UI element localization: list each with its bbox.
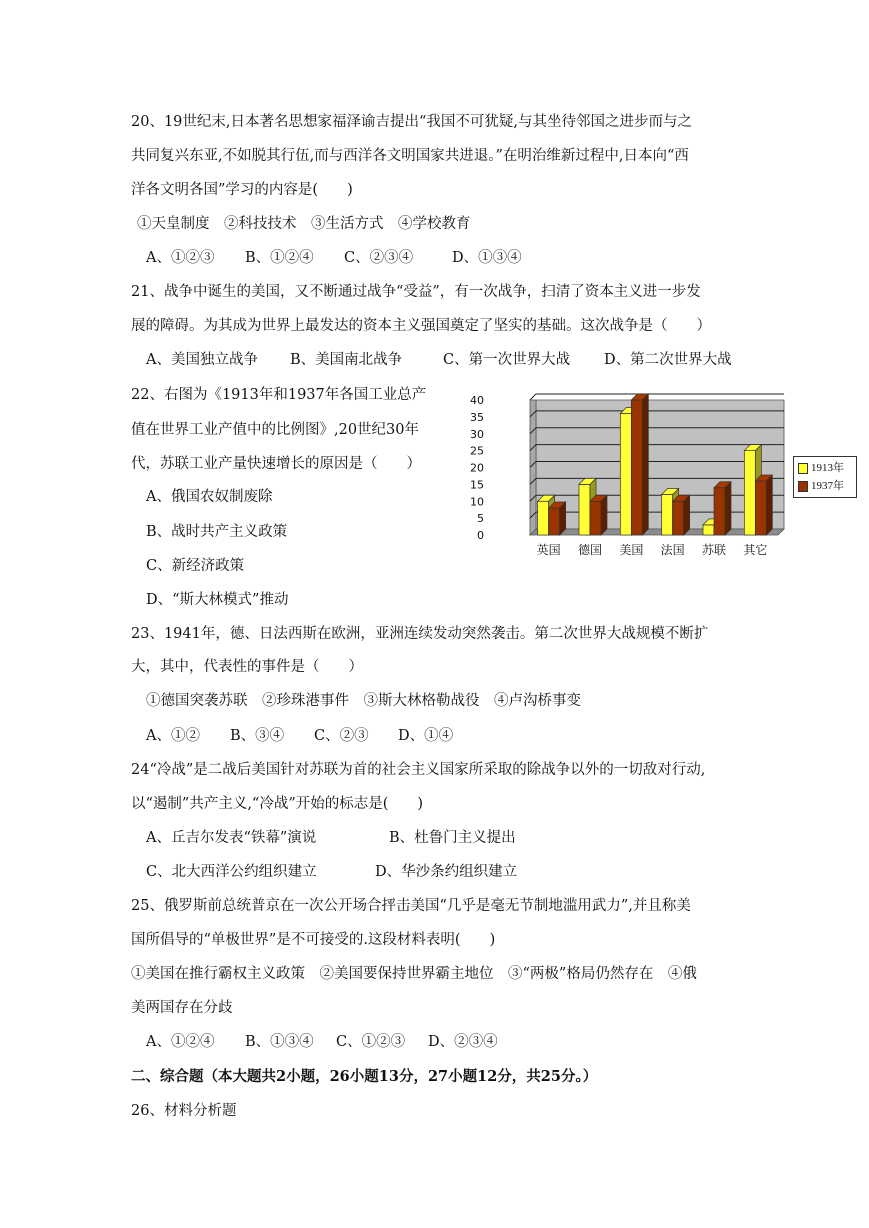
bar-side	[725, 482, 731, 535]
bar	[579, 484, 590, 535]
q22-option-b: B、战时共产主义政策	[146, 524, 288, 540]
y-tick-label: 15	[470, 478, 484, 492]
q24-option-c: C、北大西洋公约组织建立	[146, 864, 317, 880]
q24-option-b: B、杜鲁门主义提出	[389, 830, 516, 846]
legend-item-1937	[798, 478, 844, 494]
q21-option-c: C、第一次世界大战	[443, 352, 571, 368]
q22-line1: 22、右图为《1913年和1937年各国工业总产	[131, 387, 427, 403]
q25-option-d: D、②③④	[428, 1034, 498, 1050]
bar	[673, 501, 684, 535]
q20-option-d: D、①③④	[452, 250, 522, 266]
bar	[538, 501, 549, 535]
y-tick-label: 35	[470, 410, 484, 424]
legend-swatch-1937	[798, 481, 808, 492]
y-tick-label: 5	[477, 512, 484, 526]
q25-option-c: C、①②③	[336, 1034, 406, 1050]
legend-swatch-1913	[798, 463, 808, 474]
bar-side	[560, 502, 566, 535]
q21-line2: 展的障碍。为其成为世界上最发达的资本主义强国奠定了坚实的基础。这次战争是（ ）	[131, 318, 711, 334]
q23-items: ①德国突袭苏联 ②珍珠港事件 ③斯大林格勒战役 ④卢沟桥事变	[146, 693, 581, 709]
y-tick-label: 25	[470, 444, 484, 458]
q20-option-a: A、①②③	[146, 250, 215, 266]
y-tick-label: 0	[477, 529, 484, 542]
q25-line2: 国所倡导的“单极世界”是不可接受的.这段材料表明( )	[131, 932, 496, 948]
q24-line1: 24“冷战”是二战后美国针对苏联为首的社会主义国家所采取的除战争以外的一切敌对行动,	[131, 762, 706, 778]
x-category-label: 美国	[619, 543, 644, 557]
q23-option-b: B、③④	[230, 728, 285, 744]
q20-option-c: C、②③④	[344, 250, 414, 266]
q20-line3: 洋各文明各国”学习的内容是( )	[131, 182, 353, 198]
q23-option-a: A、①②	[146, 728, 200, 744]
q25-option-b: B、①③④	[245, 1034, 314, 1050]
q22-line3: 代，苏联工业产量快速增长的原因是（ ）	[131, 456, 421, 472]
legend-label-1937: 1937年	[811, 480, 844, 492]
y-tick-label: 10	[470, 495, 484, 509]
y-tick-label: 40	[470, 394, 484, 407]
q25-option-a: A、①②④	[146, 1034, 215, 1050]
bar	[755, 481, 766, 535]
q22-option-a: A、俄国农奴制废除	[146, 489, 273, 505]
q22-option-c: C、新经济政策	[146, 558, 245, 574]
q25-line1: 25、俄罗斯前总统普京在一次公开场合抨击美国“几乎是毫无节制地滥用武力”,并且称美	[131, 898, 691, 914]
q21-option-a: A、美国独立战争	[146, 352, 258, 368]
q25-line3: ①美国在推行霸权主义政策 ②美国要保持世界霸主地位 ③“两极”格局仍然存在 ④俄	[131, 966, 697, 982]
bar-side	[601, 495, 607, 535]
q24-option-d: D、华沙条约组织建立	[375, 864, 518, 880]
x-category-label: 其它	[743, 543, 768, 557]
bar	[714, 488, 725, 535]
bar-side	[684, 495, 690, 535]
bar-side	[766, 475, 772, 535]
q20-line1: 20、19世纪末,日本著名思想家福泽谕吉提出“我国不可犹疑,与其坐待邻国之进步而与之	[131, 114, 693, 130]
bar	[744, 451, 755, 535]
q20-line2: 共同复兴东亚,不如脱其行伍,而与西洋各文明国家共进退。”在明治维新过程中,日本向“西	[131, 148, 689, 164]
q23-option-d: D、①④	[398, 728, 454, 744]
legend-label-1913: 1913年	[811, 462, 844, 474]
q20-items: ①天皇制度 ②科技技术 ③生活方式 ④学校教育	[137, 216, 471, 232]
bar	[631, 400, 642, 535]
q22-line2: 值在世界工业产值中的比例图》,20世纪30年	[131, 422, 420, 438]
bar	[620, 414, 631, 536]
section-2-heading: 二、综合题（本大题共2小题，26小题13分，27小题12分，共25分。）	[131, 1068, 598, 1085]
gridline	[530, 394, 784, 400]
q22-option-d: D、“斯大林模式”推动	[146, 592, 289, 608]
q24-option-a: A、丘吉尔发表“铁幕”演说	[146, 830, 317, 846]
x-category-label: 法国	[660, 543, 685, 557]
x-category-label: 苏联	[701, 543, 727, 557]
bar	[549, 508, 560, 535]
bar	[590, 501, 601, 535]
q23-line2: 大，其中，代表性的事件是（ ）	[131, 659, 363, 675]
legend-item-1913	[798, 460, 844, 476]
q25-line4: 美两国存在分歧	[131, 1000, 233, 1016]
q23-line1: 23、1941年，德、日法西斯在欧洲，亚洲连续发动突然袭击。第二次世界大战规模不断扩	[131, 626, 709, 642]
bar-side	[642, 394, 648, 535]
y-tick-label: 30	[470, 427, 484, 441]
x-category-label: 德国	[577, 543, 603, 557]
q21-option-d: D、第二次世界大战	[604, 352, 732, 368]
q26-heading: 26、材料分析题	[131, 1103, 237, 1119]
chart-legend	[793, 456, 857, 498]
q21-line1: 21、战争中诞生的美国，又不断通过战争“受益”，有一次战争，扫清了资本主义进一步发	[131, 284, 701, 300]
q21-option-b: B、美国南北战争	[290, 352, 403, 368]
bar	[662, 495, 673, 536]
bar	[703, 525, 714, 535]
q20-option-b: B、①②④	[245, 250, 314, 266]
y-tick-label: 20	[470, 461, 484, 475]
q23-option-c: C、②③	[314, 728, 369, 744]
x-category-label: 英国	[536, 543, 561, 557]
q24-line2: 以“遏制”共产主义,“冷战”开始的标志是( )	[131, 796, 424, 812]
